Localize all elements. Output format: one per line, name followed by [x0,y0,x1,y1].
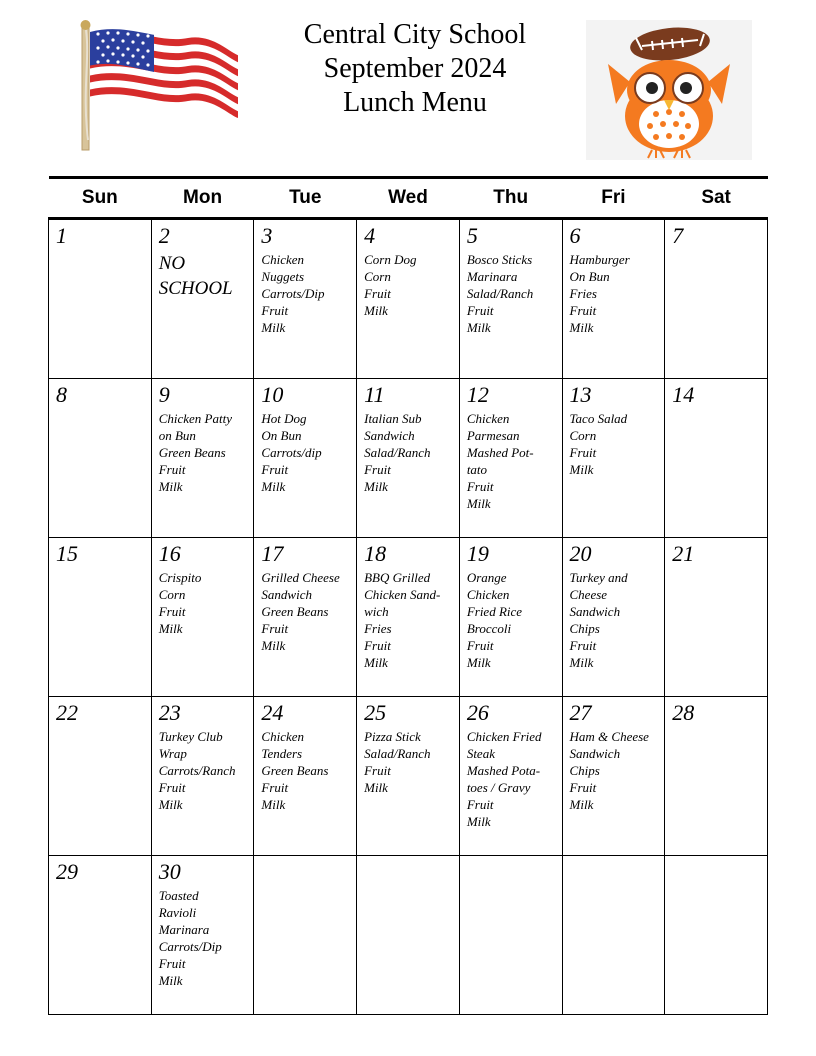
day-cell [357,379,460,538]
day-number: 6 [569,223,581,248]
week-row [49,538,768,697]
day-menu: Grilled Cheese Sandwich Green Beans Fruit Milk [261,570,340,653]
weekday-header: Wed [357,178,460,219]
owl-football-image [586,20,752,160]
day-cell [151,219,254,379]
day-cell [49,856,152,1015]
day-cell [459,856,562,1015]
day-cell [49,219,152,379]
day-cell [357,538,460,697]
day-number: 2 [158,223,170,248]
week-row [49,856,768,1015]
day-cell [49,379,152,538]
day-number: 26 [466,700,489,725]
day-number: 14 [672,382,695,407]
day-menu: BBQ Grilled Chicken Sand- wich Fries Fruit Milk [364,570,441,670]
day-cell [665,538,768,697]
day-menu: Turkey and Cheese Sandwich Chips Fruit Milk [569,570,628,670]
day-menu: Chicken Parmesan Mashed Pot- tato Fruit Milk [466,411,534,511]
day-cell [151,697,254,856]
day-menu: Chicken Fried Steak Mashed Pota- toes / Gravy Fruit Milk [466,729,542,829]
day-cell [665,856,768,1015]
day-cell [254,697,357,856]
menu-subtitle: Lunch Menu [343,87,487,118]
week-row [49,219,768,379]
day-menu: Chicken Patty on Bun Green Beans Fruit Milk [158,411,232,494]
day-cell [459,697,562,856]
day-number: 20 [569,541,592,566]
day-menu: Chicken Nuggets Carrots/Dip Fruit Milk [261,252,325,335]
day-menu: Italian Sub Sandwich Salad/Ranch Fruit Milk [364,411,431,494]
day-cell [665,697,768,856]
day-menu: Toasted Ravioli Marinara Carrots/Dip Fruit Milk [158,888,222,988]
weekday-header: Fri [562,178,665,219]
day-cell [254,219,357,379]
day-menu: Taco Salad Corn Fruit Milk [569,411,628,477]
day-number: 1 [56,223,67,248]
day-number: 22 [56,700,78,725]
day-menu: Turkey Club Wrap Carrots/Ranch Fruit Milk [158,729,236,812]
day-cell [562,379,665,538]
week-row [49,379,768,538]
month-year: September 2024 [323,53,507,84]
day-menu: Orange Chicken Fried Rice Broccoli Fruit Milk [466,570,523,670]
day-cell [459,538,562,697]
day-menu: Pizza Stick Salad/Ranch Fruit Milk [364,729,431,795]
day-cell [357,219,460,379]
day-cell [562,697,665,856]
day-cell [49,538,152,697]
day-number: 21 [672,541,695,566]
day-cell [665,379,768,538]
american-flag-image [68,20,240,152]
day-number: 23 [158,700,181,725]
day-menu: Hot Dog On Bun Carrots/dip Fruit Milk [261,411,322,494]
weekday-header-row [49,178,768,219]
day-cell [151,856,254,1015]
day-number: 28 [672,700,695,725]
day-number: 11 [364,382,385,407]
day-cell [49,697,152,856]
weekday-header: Sat [665,178,768,219]
weekday-header: Mon [151,178,254,219]
day-cell [254,538,357,697]
day-menu: Crispito Corn Fruit Milk [158,570,202,636]
weekday-header: Thu [459,178,562,219]
day-number: 29 [56,859,78,884]
day-number: 10 [261,382,284,407]
day-number: 15 [56,541,78,566]
day-number: 30 [158,859,181,884]
day-cell [562,219,665,379]
day-number: 4 [364,223,376,248]
day-number: 19 [466,541,489,566]
day-cell [357,856,460,1015]
weekday-header: Sun [49,178,152,219]
day-menu: Ham & Cheese Sandwich Chips Fruit Milk [569,729,649,812]
day-cell [357,697,460,856]
weekday-header: Tue [254,178,357,219]
school-name: Central City School [303,19,527,50]
day-menu: Chicken Tenders Green Beans Fruit Milk [261,729,329,812]
day-number: 27 [569,700,592,725]
day-cell [562,538,665,697]
day-cell [459,379,562,538]
page-title [250,18,580,120]
day-cell [151,538,254,697]
day-number: 16 [158,541,181,566]
no-school-notice: NO SCHOOL [158,253,233,299]
day-number: 24 [261,700,284,725]
week-row [49,697,768,856]
day-number: 12 [466,382,489,407]
day-cell [665,219,768,379]
day-number: 25 [364,700,387,725]
lunch-calendar [48,176,768,1015]
day-number: 9 [158,382,170,407]
day-cell [459,219,562,379]
day-number: 3 [261,223,273,248]
day-menu: Hamburger On Bun Fries Fruit Milk [569,252,630,335]
day-cell [151,379,254,538]
day-number: 7 [672,223,684,248]
day-cell [254,856,357,1015]
day-number: 8 [56,382,67,407]
day-menu: Corn Dog Corn Fruit Milk [364,252,417,318]
day-number: 17 [261,541,284,566]
day-cell [254,379,357,538]
day-menu: Bosco Sticks Marinara Salad/Ranch Fruit Milk [466,252,534,335]
day-number: 18 [364,541,387,566]
day-cell [562,856,665,1015]
day-number: 5 [466,223,478,248]
day-number: 13 [569,382,592,407]
